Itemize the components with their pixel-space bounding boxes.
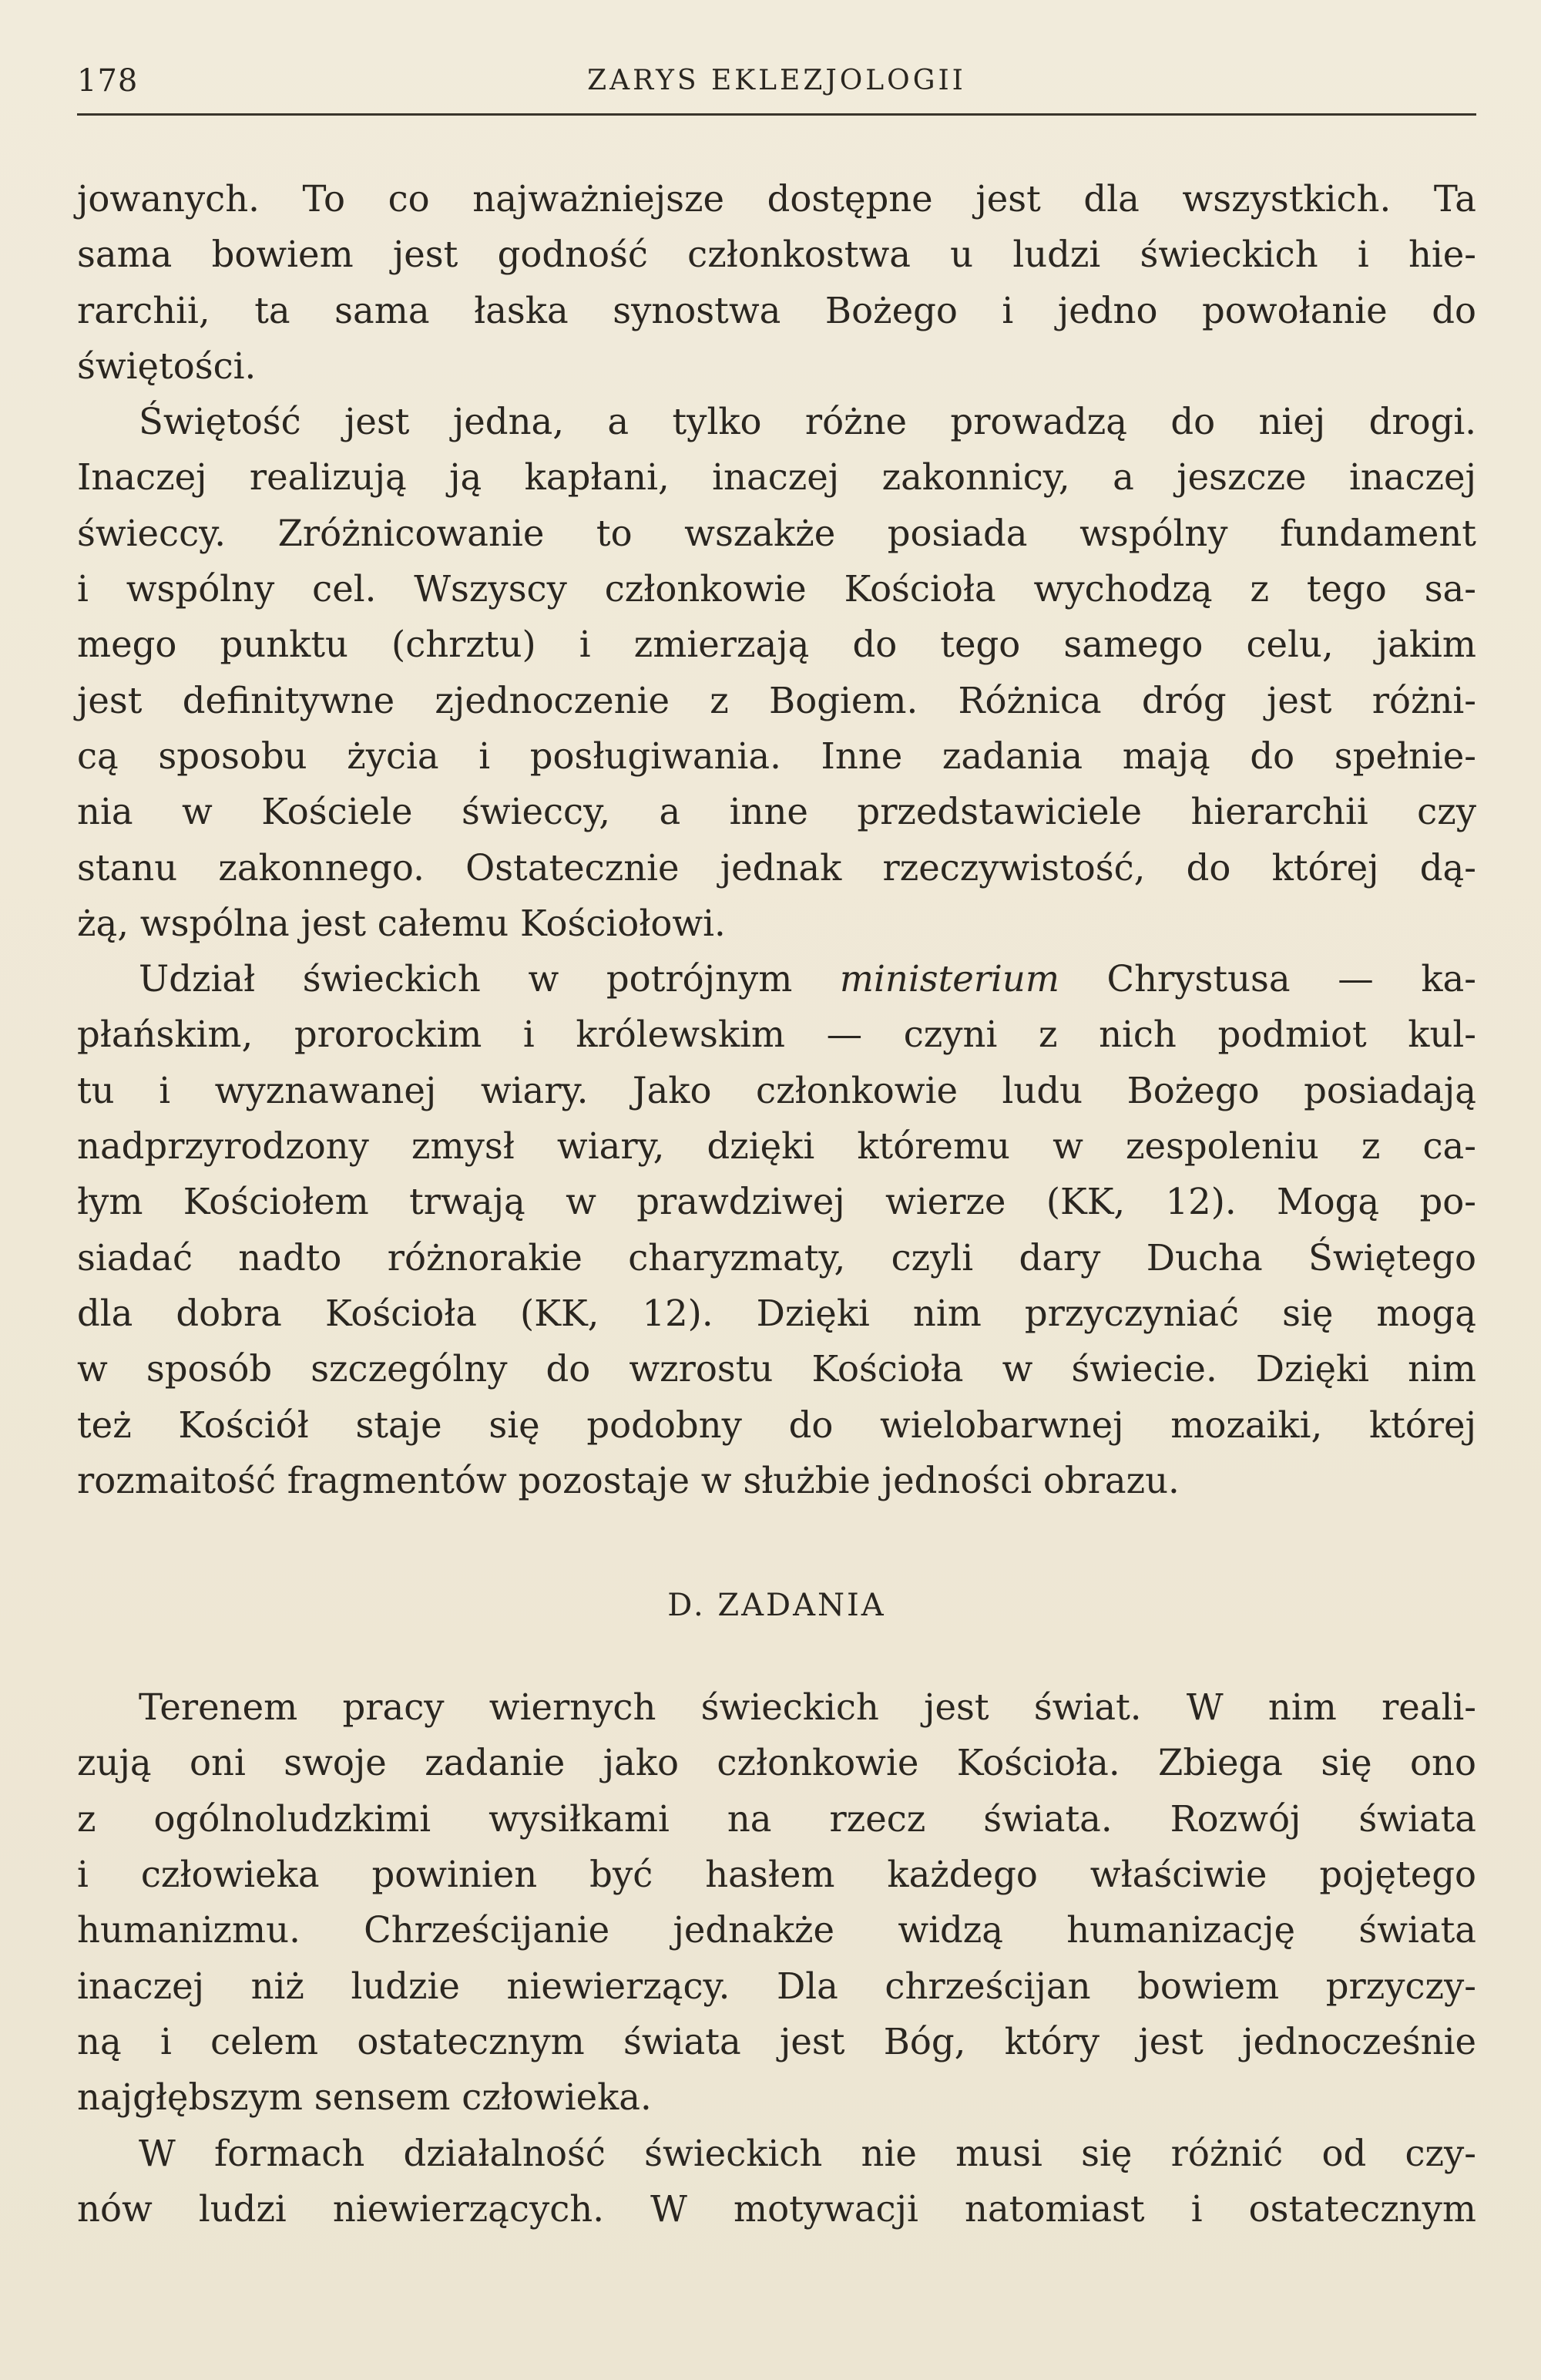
header-rule	[77, 113, 1476, 116]
running-title: ZARYS EKLEZJOLOGII	[587, 65, 966, 96]
text-line: sama bowiem jest godność członkostwa u ludzi świeckich i hie-	[77, 234, 1476, 276]
paragraph-5	[77, 2126, 1476, 2237]
text-fragment: Chrystusa — ka-	[1059, 958, 1476, 1000]
text-line: rozmaitość fragmentów pozostaje w służbie jedności obrazu.	[77, 1459, 1180, 1501]
text-line: mego punktu (chrztu) i zmierzają do tego samego celu, jakim	[77, 624, 1476, 666]
heading-spacer	[77, 1633, 1476, 1679]
text-line: w sposób szczególny do wzrostu Kościoła w świecie. Dzięki nim	[77, 1348, 1476, 1390]
page-header	[77, 63, 1476, 109]
section-spacer	[77, 1508, 1476, 1578]
text-line: jowanych. To co najważniejsze dostępne jest dla wszystkich. Ta	[77, 178, 1476, 220]
text-line: płańskim, prorockim i królewskim — czyni z nich podmiot kul-	[77, 1014, 1476, 1056]
text-line: nadprzyrodzony zmysł wiary, dzięki któremu w zespoleniu z ca-	[77, 1125, 1476, 1168]
paragraph-3	[77, 951, 1476, 1508]
text-line: Świętość jest jedna, a tylko różne prowadzą do niej drogi.	[139, 401, 1476, 443]
text-line: rarchii, ta sama łaska synostwa Bożego i jedno powołanie do	[77, 289, 1476, 331]
section-heading: D. ZADANIA	[667, 1588, 886, 1624]
text-line: najgłębszym sensem człowieka.	[77, 2076, 652, 2119]
paragraph-2	[77, 394, 1476, 951]
text-line: zują oni swoje zadanie jako członkowie Kościoła. Zbiega się ono	[77, 1742, 1476, 1784]
text-line: jest definitywne zjednoczenie z Bogiem. Różnica dróg jest różni-	[77, 679, 1476, 721]
text-line: humanizmu. Chrześcijanie jednakże widzą humanizację świata	[77, 1909, 1476, 1951]
text-line: W formach działalność świeckich nie musi się różnić od czy-	[139, 2132, 1476, 2174]
text-line: nia w Kościele świeccy, a inne przedstawiciele hierarchii czy	[77, 791, 1476, 833]
page-body	[77, 171, 1476, 2237]
text-fragment: Udział świeckich w potrójnym	[139, 958, 840, 1000]
text-line	[77, 951, 1476, 1007]
text-line: nów ludzi niewierzących. W motywacji natomiast i ostatecznym	[77, 2187, 1476, 2230]
text-line: Terenem pracy wiernych świeckich jest świat. W nim reali-	[139, 1686, 1476, 1729]
text-line: dla dobra Kościoła (KK, 12). Dzięki nim przyczyniać się mogą	[77, 1292, 1476, 1334]
text-line: inaczej niż ludzie niewierzący. Dla chrześcijan bowiem przyczy-	[77, 1965, 1476, 2007]
paragraph-1	[77, 171, 1476, 394]
text-line: i człowieka powinien być hasłem każdego właściwie pojętego	[77, 1854, 1476, 1896]
italic-term: ministerium	[839, 958, 1059, 1000]
text-line: łym Kościołem trwają w prawdziwej wierze (KK, 12). Mogą po-	[77, 1181, 1476, 1223]
page-number: 178	[77, 63, 139, 99]
text-line: z ogólnoludzkimi wysiłkami na rzecz świata. Rozwój świata	[77, 1797, 1476, 1840]
text-line: ną i celem ostatecznym świata jest Bóg, który jest jednocześnie	[77, 2020, 1476, 2062]
text-line: siadać nadto różnorakie charyzmaty, czyli dary Ducha Świętego	[77, 1236, 1476, 1279]
text-line: świeccy. Zróżnicowanie to wszakże posiada wspólny fundament	[77, 512, 1476, 554]
text-line: też Kościół staje się podobny do wielobarwnej mozaiki, której	[77, 1403, 1476, 1446]
text-line: Inaczej realizują ją kapłani, inaczej zakonnicy, a jeszcze inaczej	[77, 456, 1476, 499]
text-line: i wspólny cel. Wszyscy członkowie Kościoła wychodzą z tego sa-	[77, 568, 1476, 610]
text-line: stanu zakonnego. Ostatecznie jednak rzeczywistość, do której dą-	[77, 846, 1476, 889]
text-line: żą, wspólna jest całemu Kościołowi.	[77, 902, 726, 944]
text-line: świętości.	[77, 345, 257, 387]
text-line: cą sposobu życia i posługiwania. Inne zadania mają do spełnie-	[77, 735, 1476, 777]
text-line: tu i wyznawanej wiary. Jako członkowie ludu Bożego posiadają	[77, 1069, 1476, 1111]
paragraph-4	[77, 1679, 1476, 2125]
